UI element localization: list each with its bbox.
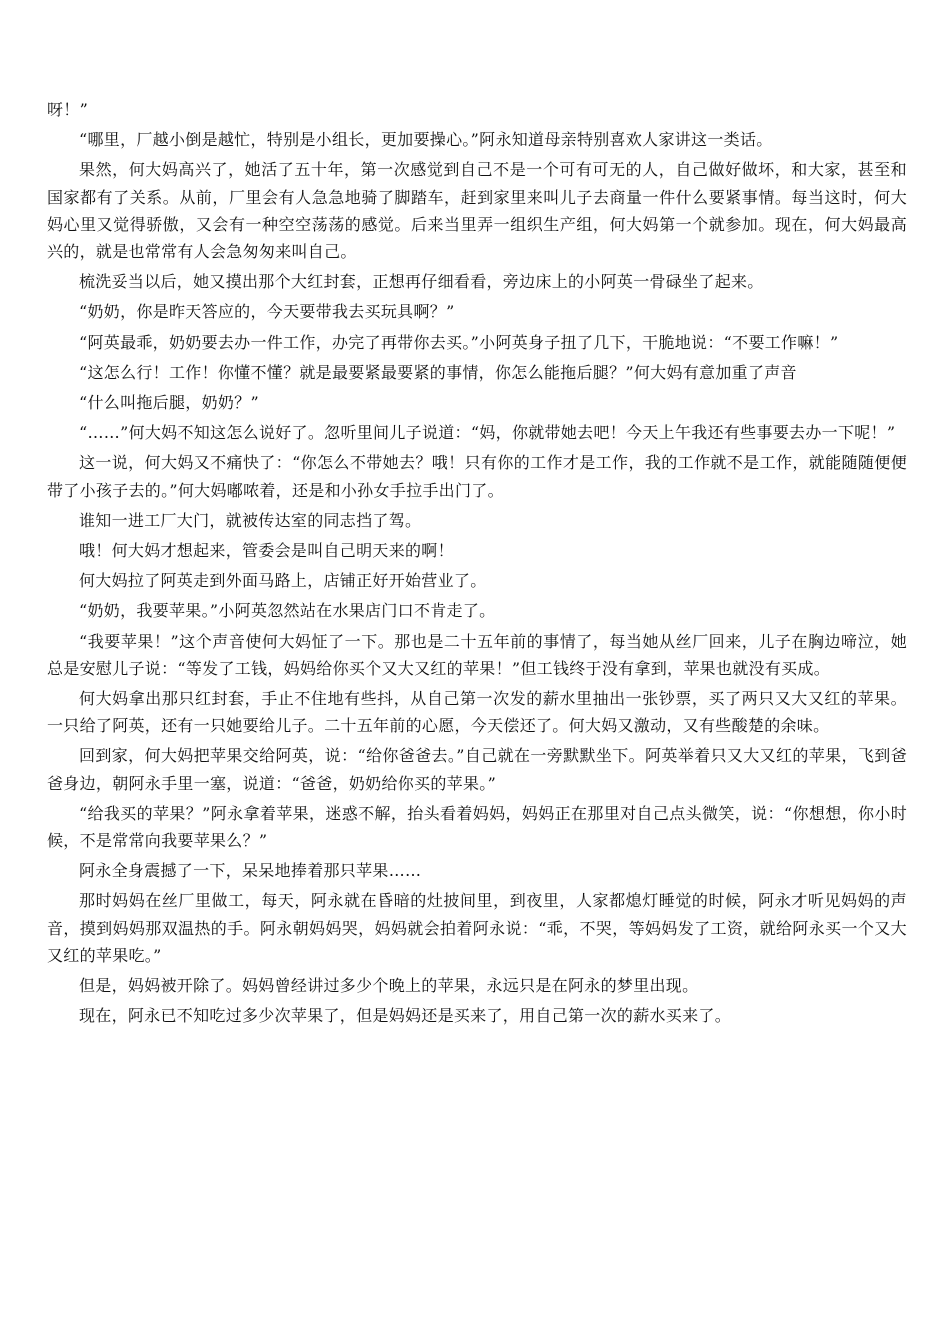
paragraph-6: “阿英最乖，奶奶要去办一件工作，办完了再带你去买。”小阿英身子扭了几下，干脆地说：“不要工作嘛！” [79, 332, 839, 352]
paragraph-22: 现在，阿永已不知吃过多少次苹果了，但是妈妈还是买来了，用自己第一次的薪水买来了。 [79, 1006, 732, 1026]
paragraph-19: 阿永全身震撼了一下，呆呆地捧着那只苹果…… [79, 861, 422, 881]
paragraph-3: 果然，何大妈高兴了，她活了五十年，第一次感觉到自己不是一个可有可无的人，自己做好做坏，和大家，甚至和国家都有了关系。从前，厂里会有人急急地骑了脚踏车，赶到家里来叫儿子去商量一件什么要紧事情。每当这时，何大妈心里又觉得骄傲，又会有一种空空荡荡的感觉。后来当里弄一组织生产组，何大妈第一个就参加。现在，何大妈最高兴的，就是也常常有人会急匆匆来叫自己。 [47, 160, 907, 262]
paragraph-17: 回到家，何大妈把苹果交给阿英，说：“给你爸爸去。”自己就在一旁默默坐下。阿英举着只又大又红的苹果，飞到爸爸身边，朝阿永手里一塞，说道：“爸爸，奶奶给你买的苹果。” [47, 746, 907, 793]
paragraph-10: 这一说，何大妈又不痛快了：“你怎么不带她去？哦！只有你的工作才是工作，我的工作就不是工作，就能随随便便带了小孩子去的。”何大妈嘟哝着，还是和小孙女手拉手出门了。 [47, 453, 907, 500]
paragraph-8: “什么叫拖后腿，奶奶？” [79, 393, 259, 413]
paragraph-18: “给我买的苹果？”阿永拿着苹果，迷惑不解，抬头看着妈妈，妈妈正在那里对自己点头微笑，说：“你想想，你小时候，不是常常向我要苹果么？” [47, 803, 907, 851]
paragraph-2: “哪里，厂越小倒是越忙，特别是小组长，更加要操心。”阿永知道母亲特别喜欢人家讲这一类话。 [79, 130, 773, 150]
paragraph-5: “奶奶，你是昨天答应的，今天要带我去买玩具啊？” [79, 302, 455, 322]
paragraph-14: “奶奶，我要苹果。”小阿英忽然站在水果店门口不肯走了。 [79, 601, 496, 621]
paragraph-21: 但是，妈妈被开除了。妈妈曾经讲过多少个晚上的苹果，永远只是在阿永的梦里出现。 [79, 976, 699, 996]
paragraph-20: 那时妈妈在丝厂里做工，每天，阿永就在昏暗的灶披间里，到夜里，人家都熄灯睡觉的时候，阿永才听见妈妈的声音，摸到妈妈那双温热的手。阿永朝妈妈哭，妈妈就会拍着阿永说：“乖，不哭，等妈妈发了工资，就给阿永买一个又大又红的苹果吃。” [47, 891, 907, 965]
paragraph-11: 谁知一进工厂大门，就被传达室的同志挡了驾。 [79, 510, 422, 530]
paragraph-9: “……”何大妈不知这怎么说好了。忽听里间儿子说道：“妈，你就带她去吧！今天上午我还有些事要去办一下呢！” [79, 423, 896, 443]
paragraph-4: 梳洗妥当以后，她又摸出那个大红封套，正想再仔细看看，旁边床上的小阿英一骨碌坐了起来。 [79, 272, 764, 292]
paragraph-13: 何大妈拉了阿英走到外面马路上，店铺正好开始营业了。 [79, 571, 487, 591]
paragraph-16: 何大妈拿出那只红封套，手止不住地有些抖，从自己第一次发的薪水里抽出一张钞票，买了两只又大又红的苹果。一只给了阿英，还有一只她要给儿子。二十五年前的心愿，今天偿还了。何大妈又激动，又有些酸楚的余味。 [47, 689, 907, 736]
paragraph-12: 哦！何大妈才想起来，管委会是叫自己明天来的啊！ [79, 541, 454, 561]
document-page [47, 96, 907, 1033]
paragraph-15: “我要苹果！”这个声音使何大妈怔了一下。那也是二十五年前的事情了，每当她从丝厂回来，儿子在胸边啼泣，她总是安慰儿子说：“等发了工钱，妈妈给你买个又大又红的苹果！”但工钱终于没有拿到，苹果也就没有买成。 [47, 631, 907, 678]
paragraph-7: “这怎么行！工作！你懂不懂？就是最要紧最要紧的事情，你怎么能拖后腿？”何大妈有意加重了声音 [79, 362, 797, 382]
paragraph-1: 呀！” [47, 100, 89, 119]
